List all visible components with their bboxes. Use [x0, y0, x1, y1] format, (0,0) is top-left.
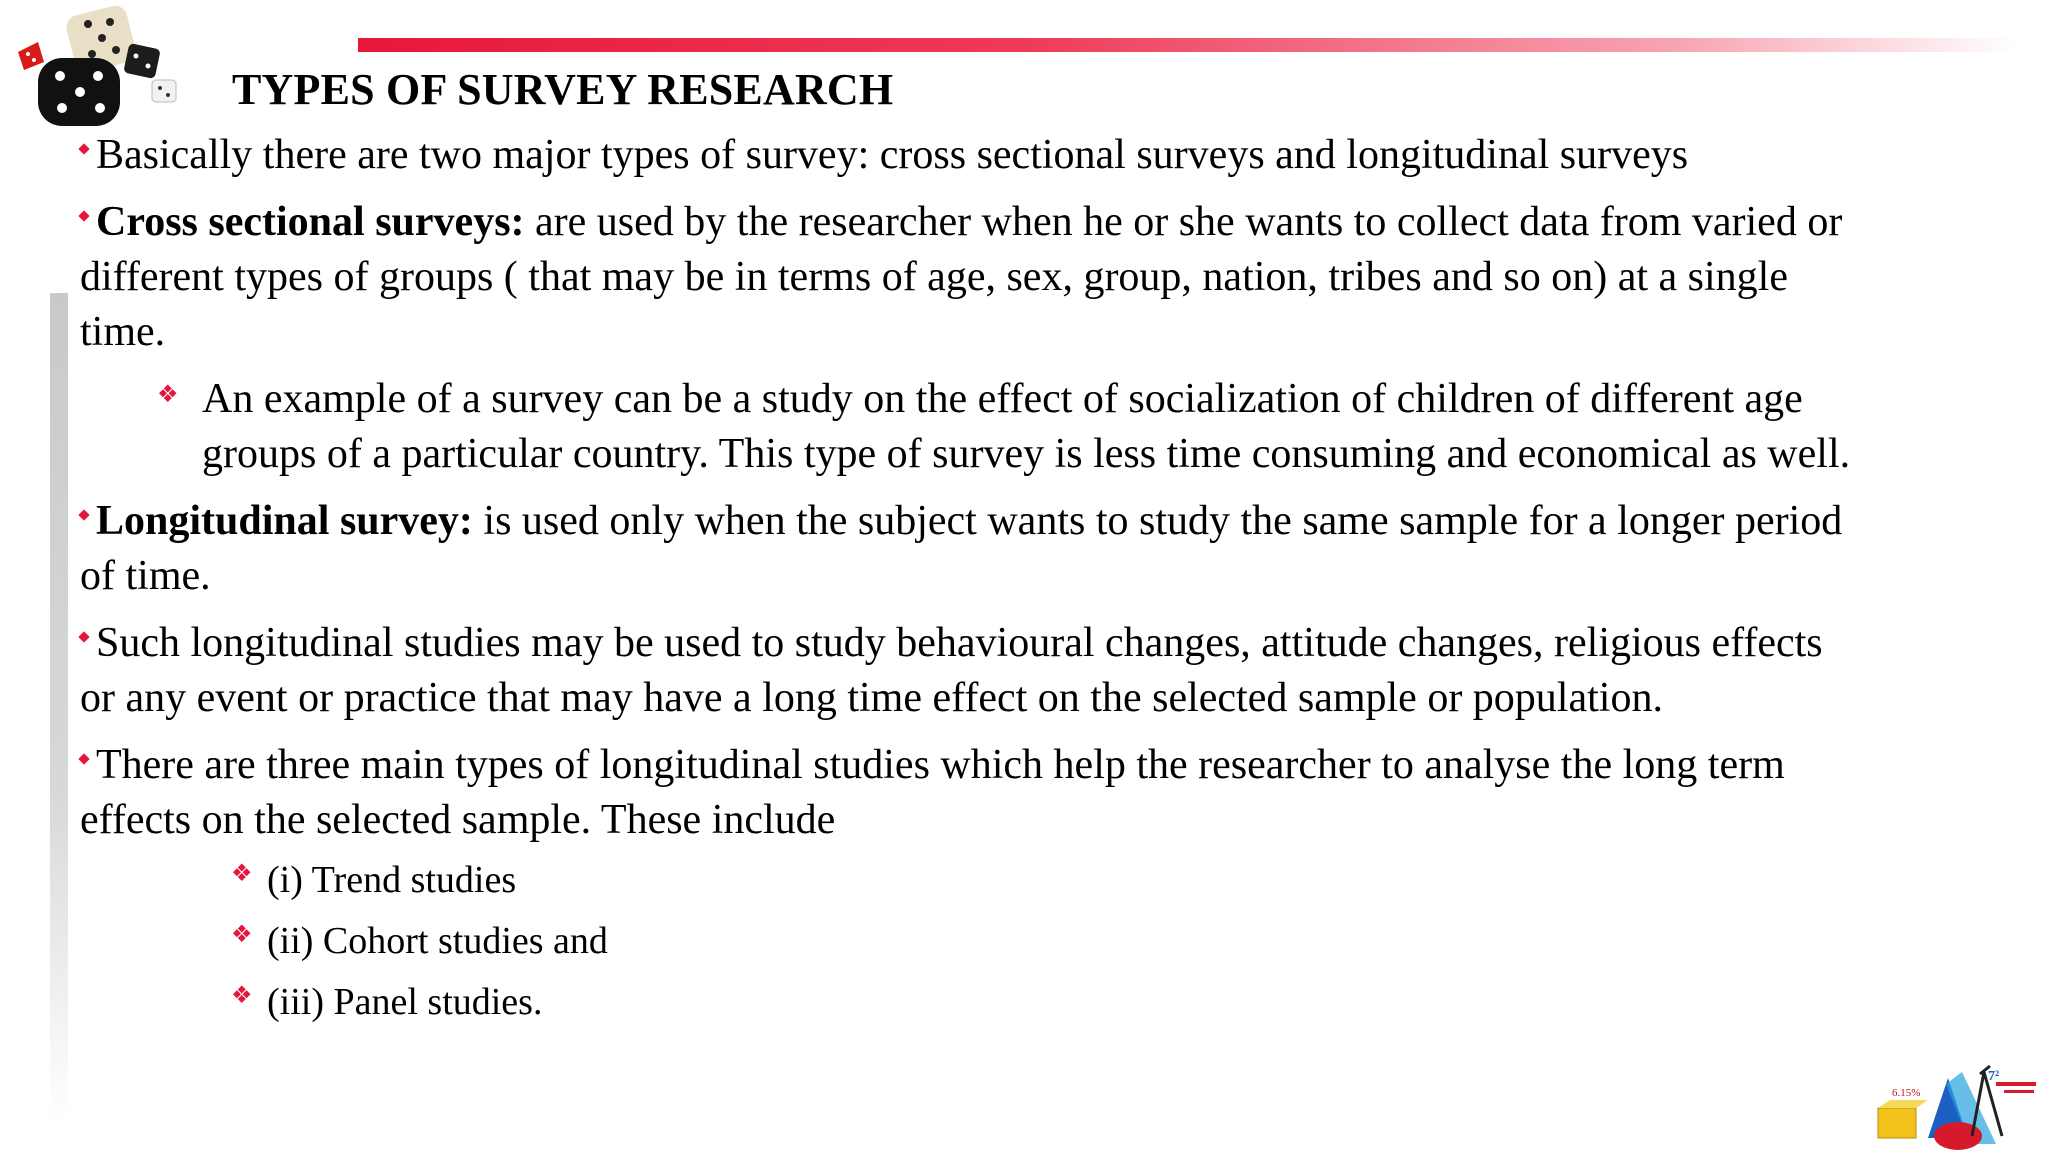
three-types-line-1: There are three main types of longitudinal studies which help the researcher to analyse the long term	[96, 742, 1785, 788]
power-label: 7²	[1988, 1069, 2000, 1084]
diamond-bullet-icon	[78, 753, 89, 764]
longitudinal-paragraph	[80, 494, 2025, 604]
four-diamond-star-icon: ❖	[157, 382, 179, 408]
intro-text: Basically there are two major types of survey: cross sectional surveys and longitudinal surveys	[96, 132, 1689, 178]
study-type-item	[80, 917, 2025, 965]
study-type-cohort: (ii) Cohort studies and	[267, 920, 608, 962]
example-line-2: groups of a particular country. This type of survey is less time consuming and economical as well.	[202, 431, 1851, 477]
longitudinal-line-1: is used only when the subject wants to study the same sample for a longer period	[472, 498, 1843, 544]
cross-sectional-line-2: different types of groups ( that may be in terms of age, sex, group, nation, tribes and so on) at a single	[80, 254, 1788, 300]
longitudinal-studies-line-1: Such longitudinal studies may be used to study behavioural changes, attitude changes, religious effects	[96, 620, 1823, 666]
four-diamond-star-icon: ❖	[231, 861, 253, 887]
longitudinal-term: Longitudinal survey:	[96, 498, 473, 544]
diamond-bullet-icon	[78, 509, 89, 520]
intro-paragraph	[80, 128, 2025, 183]
math-shapes-icon	[1872, 1062, 2042, 1152]
study-type-panel: (iii) Panel studies.	[267, 981, 543, 1023]
cross-sectional-line-3: time.	[80, 309, 166, 355]
slide-body	[80, 128, 2025, 1039]
three-types-paragraph	[80, 738, 2025, 848]
cross-sectional-term: Cross sectional surveys:	[96, 199, 525, 245]
four-diamond-star-icon: ❖	[231, 922, 253, 948]
percent-label: 6.15%	[1892, 1087, 1921, 1099]
slide-title: TYPES OF SURVEY RESEARCH	[232, 65, 894, 114]
example-paragraph	[80, 372, 2025, 482]
top-accent-bar	[358, 38, 2018, 52]
diamond-bullet-icon	[78, 631, 89, 642]
four-diamond-star-icon: ❖	[231, 983, 253, 1009]
longitudinal-studies-paragraph	[80, 616, 2025, 726]
dice-icon	[10, 0, 180, 130]
cross-sectional-paragraph	[80, 195, 2025, 360]
diamond-bullet-icon	[78, 143, 89, 154]
cross-sectional-line-1: are used by the researcher when he or she wants to collect data from varied or	[524, 199, 1843, 245]
example-line-1: An example of a survey can be a study on the effect of socialization of children of different age	[202, 376, 1803, 422]
three-types-line-2: effects on the selected sample. These include	[80, 797, 836, 843]
study-type-item	[80, 856, 2025, 904]
diamond-bullet-icon	[78, 210, 89, 221]
left-side-bar	[50, 293, 68, 1123]
longitudinal-line-2: of time.	[80, 553, 211, 599]
study-type-trend: (i) Trend studies	[267, 859, 517, 901]
study-type-item	[80, 978, 2025, 1026]
longitudinal-studies-line-2: or any event or practice that may have a long time effect on the selected sample or population.	[80, 675, 1663, 721]
